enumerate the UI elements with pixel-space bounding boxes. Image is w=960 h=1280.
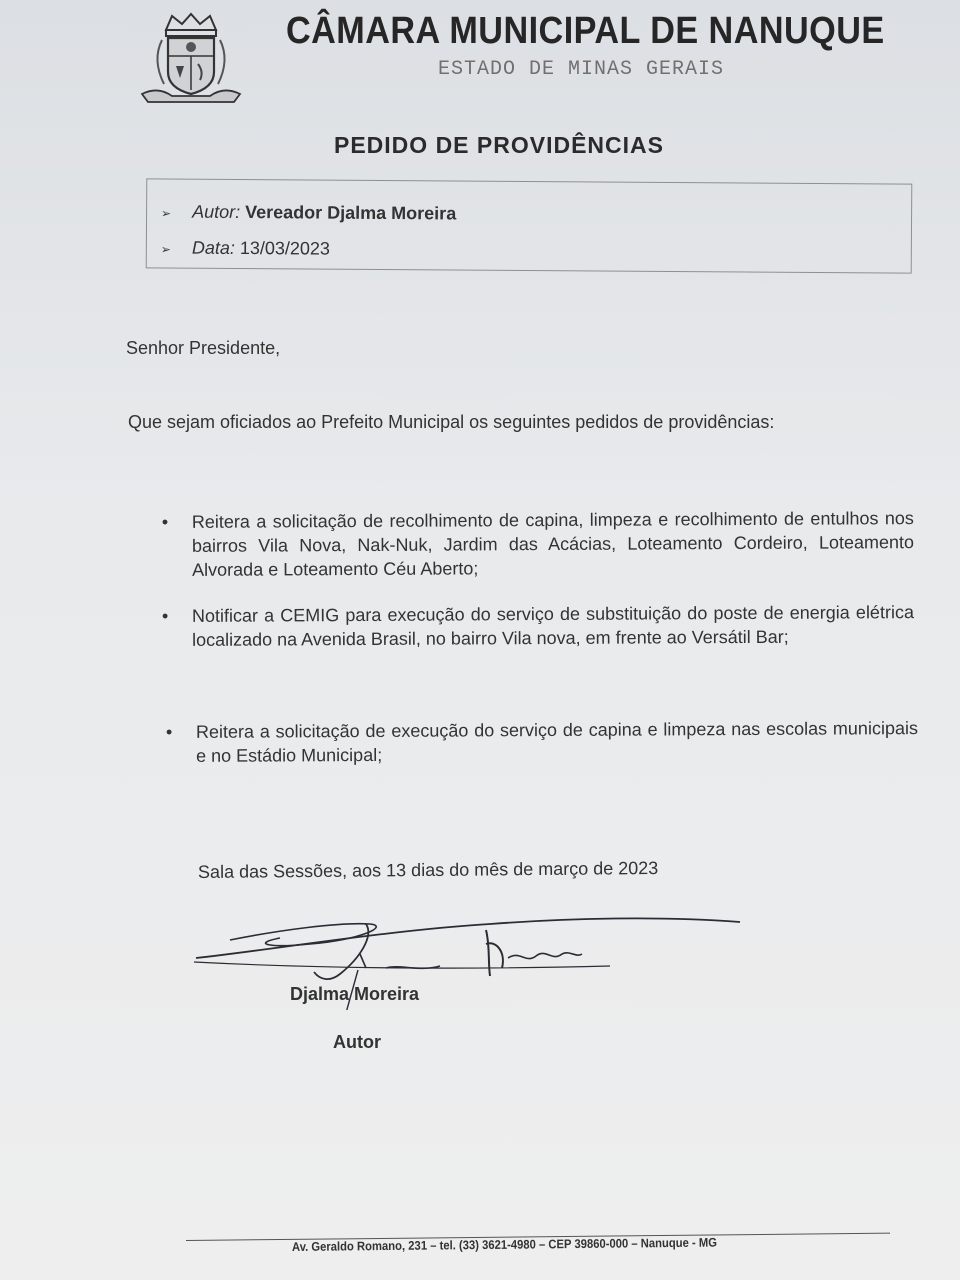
arrow-bullet-icon: ➢	[161, 206, 172, 221]
author-value: Vereador Djalma Moreira	[245, 202, 457, 224]
request-item	[161, 506, 915, 582]
intro-paragraph: Que sejam oficiados ao Prefeito Municipal os seguintes pedidos de providências:	[128, 412, 775, 432]
institution-title: CÂMARA MUNICIPAL DE NANUQUE	[286, 10, 885, 52]
arrow-bullet-icon: ➢	[160, 242, 171, 257]
date-row	[161, 237, 330, 259]
institution-state: ESTADO DE MINAS GERAIS	[438, 58, 725, 81]
footer-address: Av. Geraldo Romano, 231 – tel. (33) 3621-4980 – CEP 39860-000 – Nanuque - MG	[291, 1235, 718, 1254]
closing-line: Sala das Sessões, aos 13 dias do mês de março de 2023	[197, 857, 659, 883]
bullet-icon: •	[165, 722, 173, 743]
date-value: 13/03/2023	[239, 237, 331, 259]
salutation: Senhor Presidente,	[126, 338, 281, 358]
municipal-crest-icon	[138, 10, 244, 106]
document-title: PEDIDO DE PROVIDÊNCIAS	[334, 132, 664, 158]
request-text: Notificar a CEMIG para execução do serviço de substituição do poste de energia elétrica localizado na Avenida Brasil, no bairro Vila nova, em frente ao Versátil Bar;	[191, 602, 914, 650]
signer-role: Autor	[333, 1032, 381, 1052]
handwritten-signature	[190, 910, 750, 1010]
signer-name: Djalma Moreira	[290, 984, 420, 1004]
bullet-icon: •	[161, 512, 169, 533]
request-item	[165, 716, 918, 768]
request-text: Reitera a solicitação de recolhimento de capina, limpeza e recolhimento de entulhos nos bairros Vila Nova, Nak-Nuk, Jardim das Acácias, Loteamento Cordeiro, Loteamento Alvorada e Loteamento Céu Aberto;	[191, 508, 915, 580]
request-text: Reitera a solicitação de execução do serviço de capina e limpeza nas escolas municipais e no Estádio Municipal;	[195, 718, 918, 766]
author-info-box	[146, 178, 913, 273]
author-label: Autor:	[192, 201, 241, 222]
date-label: Data:	[191, 237, 235, 258]
request-item	[161, 600, 914, 652]
bullet-icon: •	[161, 606, 169, 627]
author-row	[161, 201, 456, 224]
